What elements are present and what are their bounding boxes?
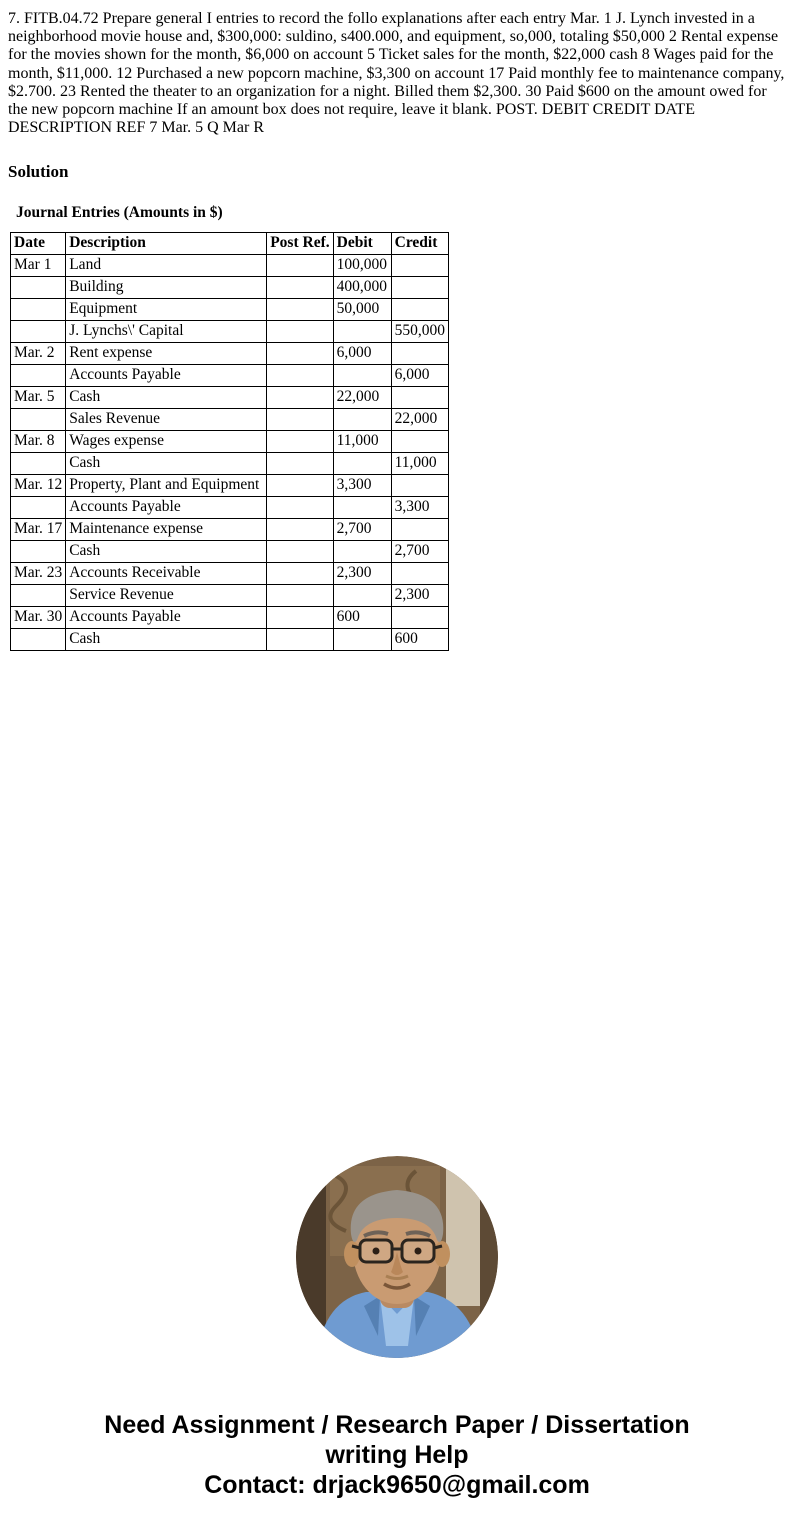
cell-date	[11, 320, 66, 342]
cell-date: Mar. 30	[11, 606, 66, 628]
cell-credit: 550,000	[391, 320, 448, 342]
cell-debit	[333, 584, 391, 606]
cell-post-ref	[267, 474, 333, 496]
cell-credit	[391, 254, 448, 276]
column-header-post-ref: Post Ref.	[267, 232, 333, 254]
cell-date: Mar. 23	[11, 562, 66, 584]
journal-entries-table	[10, 232, 449, 651]
cell-date: Mar 1	[11, 254, 66, 276]
cell-description: Accounts Payable	[66, 606, 267, 628]
cell-post-ref	[267, 276, 333, 298]
cell-description: Wages expense	[66, 430, 267, 452]
cell-credit	[391, 276, 448, 298]
cell-debit	[333, 496, 391, 518]
table-row	[11, 298, 449, 320]
cell-credit: 600	[391, 628, 448, 650]
table-row	[11, 342, 449, 364]
cell-date	[11, 364, 66, 386]
cell-post-ref	[267, 452, 333, 474]
cell-description: Accounts Payable	[66, 364, 267, 386]
cell-post-ref	[267, 584, 333, 606]
cell-post-ref	[267, 342, 333, 364]
cell-description: Rent expense	[66, 342, 267, 364]
cell-post-ref	[267, 606, 333, 628]
journal-table-head-row	[11, 232, 449, 254]
table-row	[11, 276, 449, 298]
cell-credit: 6,000	[391, 364, 448, 386]
cell-date	[11, 298, 66, 320]
cell-credit	[391, 518, 448, 540]
cell-date	[11, 628, 66, 650]
problem-text: 7. FITB.04.72 Prepare general I entries to record the follo explanations after each entry Mar. 1 J. Lynch invested in a neighborhood movie house and, $300,000: suldino, s400.000, and equipment, so,000, totaling $50,000 2 Rental expense for the movies shown for the month, $6,000 on account 5 Ticket sales for the month, $22,000 cash 8 Wages paid for the month, $11,000. 12 Purchased a new popcorn machine, $3,300 on account 17 Paid monthly fee to maintenance company, $2.700. 23 Rented the theater to an organization for a night. Billed them $2,300. 30 Paid $600 on the amount owed for the new popcorn machine If an amount box does not require, leave it blank. POST. DEBIT CREDIT DATE DESCRIPTION REF 7 Mar. 5 Q Mar R	[8, 10, 785, 137]
table-row	[11, 606, 449, 628]
cell-post-ref	[267, 496, 333, 518]
cell-post-ref	[267, 408, 333, 430]
cell-description: Cash	[66, 386, 267, 408]
cell-post-ref	[267, 430, 333, 452]
cell-debit	[333, 628, 391, 650]
cell-description: Cash	[66, 452, 267, 474]
cell-credit: 22,000	[391, 408, 448, 430]
cell-debit: 2,300	[333, 562, 391, 584]
cell-description: J. Lynchs\' Capital	[66, 320, 267, 342]
cell-debit: 600	[333, 606, 391, 628]
cell-debit	[333, 452, 391, 474]
cell-description: Equipment	[66, 298, 267, 320]
cell-credit	[391, 606, 448, 628]
table-row	[11, 518, 449, 540]
footer-lines	[8, 1410, 786, 1500]
table-row	[11, 628, 449, 650]
cell-post-ref	[267, 298, 333, 320]
cell-date: Mar. 17	[11, 518, 66, 540]
cell-credit: 3,300	[391, 496, 448, 518]
cell-debit: 400,000	[333, 276, 391, 298]
cell-credit: 2,700	[391, 540, 448, 562]
avatar-container	[8, 1156, 786, 1358]
cell-date	[11, 452, 66, 474]
cell-debit: 50,000	[333, 298, 391, 320]
solution-heading: Solution	[8, 161, 69, 181]
cell-date	[11, 276, 66, 298]
cell-debit: 2,700	[333, 518, 391, 540]
table-row	[11, 562, 449, 584]
cell-description: Cash	[66, 628, 267, 650]
cell-credit	[391, 474, 448, 496]
cell-debit: 100,000	[333, 254, 391, 276]
tutor-avatar	[296, 1156, 498, 1358]
table-row	[11, 474, 449, 496]
cell-post-ref	[267, 364, 333, 386]
table-row	[11, 320, 449, 342]
table-row	[11, 386, 449, 408]
cell-post-ref	[267, 386, 333, 408]
cell-date: Mar. 8	[11, 430, 66, 452]
cell-credit	[391, 342, 448, 364]
column-header-description: Description	[66, 232, 267, 254]
cell-debit: 3,300	[333, 474, 391, 496]
cell-debit	[333, 540, 391, 562]
table-row	[11, 364, 449, 386]
cell-debit: 6,000	[333, 342, 391, 364]
cell-post-ref	[267, 254, 333, 276]
cell-credit	[391, 430, 448, 452]
cell-date	[11, 540, 66, 562]
table-row	[11, 430, 449, 452]
cell-description: Sales Revenue	[66, 408, 267, 430]
cell-post-ref	[267, 562, 333, 584]
footer-line: Need Assignment / Research Paper / Dissertation	[104, 1410, 690, 1439]
table-row	[11, 584, 449, 606]
table-row	[11, 540, 449, 562]
cell-post-ref	[267, 540, 333, 562]
cell-post-ref	[267, 320, 333, 342]
cell-debit	[333, 408, 391, 430]
cell-credit	[391, 386, 448, 408]
cell-credit: 11,000	[391, 452, 448, 474]
cell-credit: 2,300	[391, 584, 448, 606]
cell-post-ref	[267, 628, 333, 650]
cell-date	[11, 496, 66, 518]
journal-table-body	[11, 254, 449, 650]
cell-date: Mar. 2	[11, 342, 66, 364]
cell-description: Service Revenue	[66, 584, 267, 606]
cell-date: Mar. 12	[11, 474, 66, 496]
cell-date: Mar. 5	[11, 386, 66, 408]
table-row	[11, 452, 449, 474]
cell-description: Cash	[66, 540, 267, 562]
cell-credit	[391, 298, 448, 320]
cell-date	[11, 584, 66, 606]
cell-post-ref	[267, 518, 333, 540]
cell-description: Maintenance expense	[66, 518, 267, 540]
cell-date	[11, 408, 66, 430]
cell-description: Accounts Payable	[66, 496, 267, 518]
footer-help-text	[8, 1410, 786, 1500]
cell-debit	[333, 320, 391, 342]
cell-description: Land	[66, 254, 267, 276]
footer-line: Contact: drjack9650@gmail.com	[204, 1470, 590, 1499]
table-row	[11, 496, 449, 518]
cell-debit: 11,000	[333, 430, 391, 452]
cell-credit	[391, 562, 448, 584]
cell-description: Accounts Receivable	[66, 562, 267, 584]
cell-debit	[333, 364, 391, 386]
table-row	[11, 408, 449, 430]
journal-table-title: Journal Entries (Amounts in $)	[16, 203, 223, 221]
column-header-debit: Debit	[333, 232, 391, 254]
column-header-date: Date	[11, 232, 66, 254]
cell-debit: 22,000	[333, 386, 391, 408]
column-header-credit: Credit	[391, 232, 448, 254]
cell-description: Building	[66, 276, 267, 298]
cell-description: Property, Plant and Equipment	[66, 474, 267, 496]
footer-line: writing Help	[325, 1440, 469, 1469]
table-row	[11, 254, 449, 276]
